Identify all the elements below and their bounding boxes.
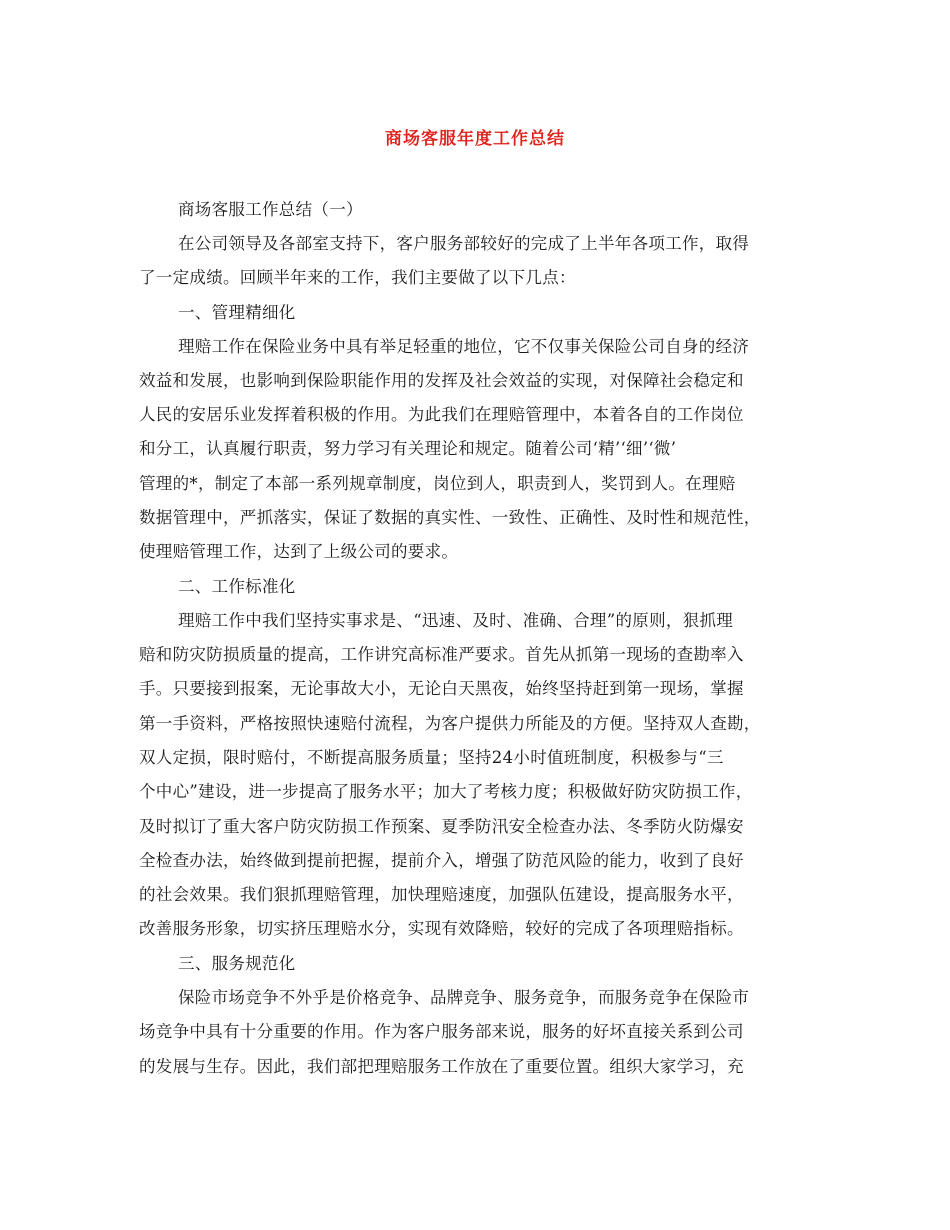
paragraph-line: 的发展与生存。因此，我们部把理赔服务工作放在了重要位置。组织大家学习，充: [139, 1057, 744, 1076]
paragraph-line: 使理赔管理工作，达到了上级公司的要求。: [139, 542, 459, 561]
paragraph-line: 双人定损，限时赔付，不断提高服务质量；坚持24小时值班制度，积极参与“三: [139, 748, 724, 767]
paragraph-line: 全检查办法，始终做到提前把握，提前介入，增强了防范风险的能力，收到了良好: [139, 851, 744, 870]
paragraph-line: 第一手资料，严格按照快速赔付流程，为客户提供力所能及的方便。坚持双人查勘，: [139, 714, 761, 733]
document-title: 商场客服年度工作总结: [385, 129, 565, 149]
paragraph-line: 在公司领导及各部室支持下，客户服务部较好的完成了上半年各项工作，取得: [178, 234, 750, 253]
paragraph-line: 人民的安居乐业发挥着积极的作用。为此我们在理赔管理中，本着各自的工作岗位: [139, 405, 744, 424]
paragraph-line: 改善服务形象，切实挤压理赔水分，实现有效降赔，较好的完成了各项理赔指标。: [139, 919, 744, 938]
section-heading: 二、工作标准化: [178, 577, 296, 596]
paragraph-line: 理赔工作中我们坚持实事求是、“迅速、及时、准确、合理”的原则，狠抓理: [178, 611, 734, 630]
paragraph-line: 赔和防灾防损质量的提高，工作讲究高标准严要求。首先从抓第一现场的查勘率入: [139, 645, 744, 664]
paragraph-line: 数据管理中，严抓落实，保证了数据的真实性、一致性、正确性、及时性和规范性，: [139, 508, 761, 527]
paragraph-line: 个中心”建设，进一步提高了服务水平；加大了考核力度；积极做好防灾防损工作，: [139, 782, 753, 801]
paragraph-line: 场竞争中具有十分重要的作用。作为客户服务部来说，服务的好坏直接关系到公司: [139, 1022, 744, 1041]
paragraph-line: 了一定成绩。回顾半年来的工作，我们主要做了以下几点：: [139, 268, 576, 287]
paragraph-line: 保险市场竞争不外乎是价格竞争、品牌竞争、服务竞争，而服务竞争在保险市: [178, 988, 750, 1007]
section-heading: 商场客服工作总结（一）: [178, 200, 363, 219]
paragraph-line: 和分工，认真履行职责，努力学习有关理论和规定。随着公司‘精’‘细’‘微’: [139, 439, 677, 458]
paragraph-line: 的社会效果。我们狠抓理赔管理，加快理赔速度，加强队伍建设，提高服务水平，: [139, 885, 744, 904]
section-heading: 一、管理精细化: [178, 303, 296, 322]
paragraph-line: 及时拟订了重大客户防灾防损工作预案、夏季防汛安全检查办法、冬季防火防爆安: [139, 817, 744, 836]
paragraph-line: 理赔工作在保险业务中具有举足轻重的地位，它不仅事关保险公司自身的经济: [178, 337, 750, 356]
section-heading: 三、服务规范化: [178, 954, 296, 973]
paragraph-line: 管理的*，制定了本部一系列规章制度，岗位到人，职责到人，奖罚到人。在理赔: [139, 474, 736, 493]
paragraph-line: 手。只要接到报案，无论事故大小，无论白天黑夜，始终坚持赶到第一现场，掌握: [139, 679, 744, 698]
paragraph-line: 效益和发展，也影响到保险职能作用的发挥及社会效益的实现，对保障社会稳定和: [139, 371, 744, 390]
